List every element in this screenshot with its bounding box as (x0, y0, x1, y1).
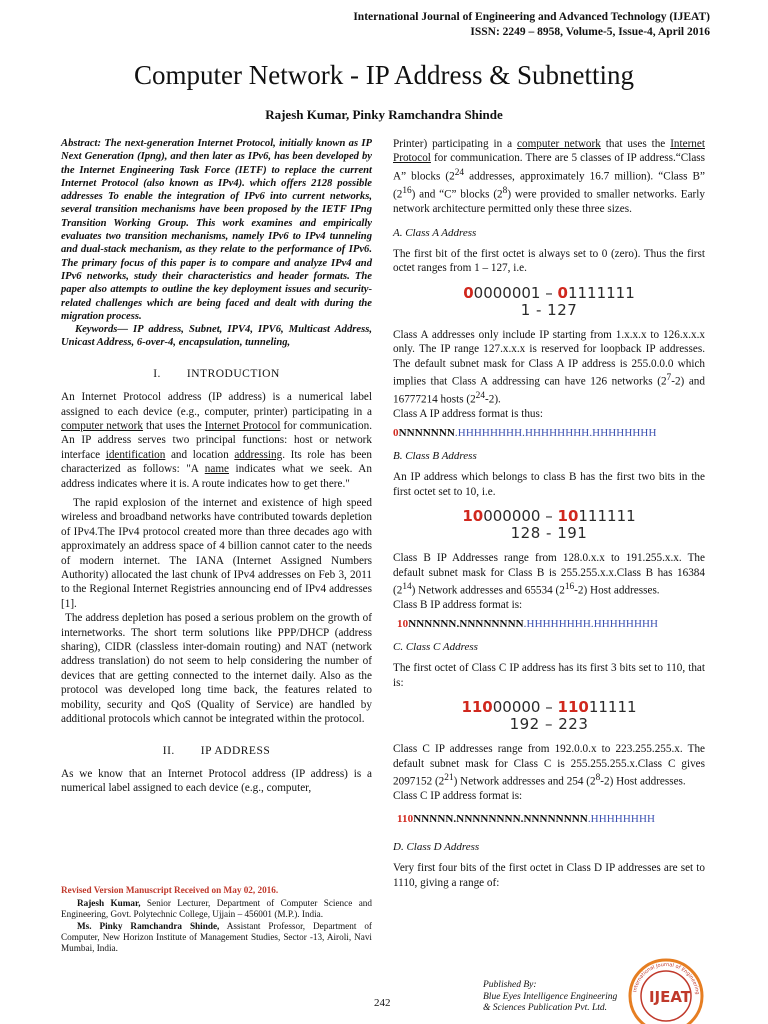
class-b-format-label: Class B IP address format is: (393, 599, 523, 612)
class-b-details: Class B IP Addresses range from 128.0.x.x to 191.255.x.x. The default subnet mask for Class B is 255.255.x.x.Class B has 16384 $(2^{14})$ Network addresses and 65534 $(2^{16}-2)$ Host addresses. (393, 552, 705, 597)
keywords: Keywords— IP address, Subnet, IPV4, IPV6, Multicast Address, Unicast Address, 6-over-4, encapsulation, tunneling, (61, 324, 372, 349)
journal-name: International Journal of Engineering and Advanced Technology (IJEAT) (353, 11, 710, 23)
right-column (393, 137, 705, 890)
intro-paragraph-2: The rapid explosion of the internet and existence of high speed wireless and broadband networks have contributed towards depletion of IPv4.The IPv4 protocol created more than three decades ago with approximately an address space of 4 billion cannot cater to the needs of modern internet. The IANA (Internet Assigned Numbers Authority) allocated the last chunk of IPv4 addresses on Feb 3, 2011 to the Regional Internet Registries announcing end of IPv4 addresses [1]. (61, 497, 372, 610)
class-b-binary-range: 10000000 – 10111111 (462, 507, 636, 526)
logo-text: IJEAT (648, 988, 692, 1006)
section-number: II. (162, 744, 175, 757)
left-column (61, 137, 372, 796)
subsection-heading-class-c: C. Class C Address (393, 641, 478, 654)
class-a-decimal-range: 1 - 127 (520, 300, 578, 319)
intro-paragraph-1: An Internet Protocol address (IP address) is a numerical label assigned to each device (e.g., computer, printer) participating in a computer network that uses the Internet Protocol for communication. An IP address serves two principal functions: host or network interface identification and location addressing. Its role has been characterized as follows: "A name indicates what we seek. An address indicates where it is. A route indicates how to get there." (61, 391, 372, 490)
section-number: I. (153, 367, 161, 380)
publisher-credit: Published By: Blue Eyes Intelligence Engineering & Sciences Publication Pvt. Ltd. (483, 980, 618, 1013)
subsection-heading-class-b: B. Class B Address (393, 450, 477, 463)
class-b-format: 10NNNNNN.NNNNNNNN.HHHHHHHH.HHHHHHHH (397, 617, 659, 630)
abstract: Abstract: The next-generation Internet Protocol, initially known as IP Next Generation (Ipng), and then later as IPv6, has been developed by the Internet Engineering Task Force (IETF) to replace the current Internet Protocol (also known as IPv4). which offers 2128 possible addresses To enable the integration of IPv6 into current networks, several transition mechanisms have been proposed by the IETF IPng Transition Working Group. This work examines and empirically evaluates two transition mechanisms, namely IPv6 to IPv4 tunneling and dual-stack mechanism, as they relate to the performance of IPv6. The primary focus of this paper is to compare and analyze IPv4 and IPv6 networks, study their characteristics and header formats. The paper also attempts to outline the key deployment issues and security-related challenges which are being faced and dealt with during the migration process. (61, 138, 372, 322)
subsection-heading-class-a: A. Class A Address (393, 226, 477, 239)
class-b-intro: An IP address which belongs to class B has the first two bits in the first octet set to 10, i.e. (393, 471, 705, 498)
journal-issn: ISSN: 2249 – 8958, Volume-5, Issue-4, April 2016 (470, 26, 710, 38)
class-b-decimal-range: 128 - 191 (510, 524, 588, 543)
class-c-format-label: Class C IP address format is: (393, 790, 523, 803)
class-c-details: Class C IP addresses range from 192.0.0.x to 223.255.255.x. The default subnet mask for Class C is 255.255.255.x.Class C gives 2097152 $(2^{21})$ Network addresses and 254 $(2^8-2)$ Host addresses. (393, 743, 705, 788)
class-a-intro: The first bit of the first octet is always set to 0 (zero). Thus the first octet ranges from 1 – 127, i.e. (393, 247, 705, 275)
class-c-range-figure (393, 699, 705, 733)
ip-address-paragraph-continued: Printer) participating in a computer network that uses the Internet Protocol for communication. There are 5 classes of IP address.“Class A” blocks ($2^{24}$ addresses, approximately 16.7 million). “Class B” $(2^{16})$ and “C” blocks $(2^8)$ were provided to smaller networks. Early network architecture permitted only these three sizes. (393, 138, 705, 216)
section-title: IP ADDRESS (200, 744, 271, 757)
revision-note: Revised Version Manuscript Received on May 02, 2016. (61, 885, 279, 895)
class-a-range-figure (393, 285, 705, 319)
link-identification[interactable]: identification (105, 448, 166, 461)
page-number: 242 (374, 997, 391, 1009)
footnote (61, 885, 372, 954)
ijeat-logo (622, 950, 710, 1024)
class-a-format: 0NNNNNNN.HHHHHHHH.HHHHHHHH.HHHHHHHH (393, 426, 657, 439)
class-c-format: 110NNNNN.NNNNNNNN.NNNNNNNN.HHHHHHHH (397, 812, 656, 825)
class-a-details: Class A addresses only include IP starting from 1.x.x.x to 126.x.x.x only. The IP range 127.x.x.x is reserved for loopback IP addresses. The default subnet mask for Class A IP address is 255.0.0.0 which implies that Class A addressing can have 126 networks $(2^7-2)$ and 16777214 hosts $(2^{24}-2)$. (393, 328, 705, 406)
section-heading-ip-address (61, 744, 372, 758)
class-d-intro: Very first four bits of the first octet in Class D IP addresses are set to 1110, giving a range of: (393, 862, 705, 889)
paper-title: Computer Network - IP Address & Subnetting (134, 60, 634, 90)
section-heading-introduction (61, 367, 372, 381)
link-computer-network[interactable]: computer network (517, 138, 601, 150)
ip-address-paragraph: As we know that an Internet Protocol address (IP address) is a numerical label assigned to each device (e.g., computer, (61, 767, 372, 795)
journal-header (353, 10, 710, 40)
class-b-range-figure (393, 508, 705, 542)
link-name[interactable]: name (204, 463, 230, 476)
section-title: INTRODUCTION (186, 367, 280, 380)
class-c-decimal-range: 192 – 223 (509, 715, 589, 734)
class-c-binary-range: 11000000 – 11011111 (461, 698, 637, 717)
subsection-heading-class-d: D. Class D Address (393, 841, 480, 853)
link-computer-network[interactable]: computer network (61, 419, 143, 432)
logo-ring-text: International Journal of Engineering (632, 961, 700, 995)
link-internet-protocol[interactable]: Internet Protocol (204, 419, 281, 432)
class-a-format-label: Class A IP address format is thus: (393, 408, 543, 421)
class-c-intro: The first octet of Class C IP address has its first 3 bits set to 110, that is: (393, 662, 705, 689)
class-a-binary-range: 00000001 – 01111111 (463, 283, 635, 302)
paper-authors: Rajesh Kumar, Pinky Ramchandra Shinde (265, 107, 503, 122)
link-internet-protocol[interactable]: Internet Protocol (393, 138, 705, 165)
link-addressing[interactable]: addressing (234, 448, 283, 461)
author-affiliation-1: Rajesh Kumar, Senior Lecturer, Department of Computer Science and Engineering, Govt. Polytechnic College, Ujjain – 456001 (M.P.). India. (61, 898, 372, 920)
author-affiliation-2: Ms. Pinky Ramchandra Shinde, Assistant Professor, Department of Computer, New Horizon Institute of Management Studies, Sector -13, Airoli, Navi Mumbai, India. (61, 920, 372, 954)
intro-paragraph-3: The address depletion has posed a serious problem on the growth of internetworks. The short term solutions like PPP/DHCP (address sharing), CIDR (classless inter-domain routing) and NAT (network address translation) do not seem to help considering the number of devices that are getting connected to the internet daily. Also as the protocol was developed long time back, the features related to mobility, security and QoS (Quality of Service) are handled by additional protocols which cannot be integrated within the protocol. (61, 612, 372, 726)
